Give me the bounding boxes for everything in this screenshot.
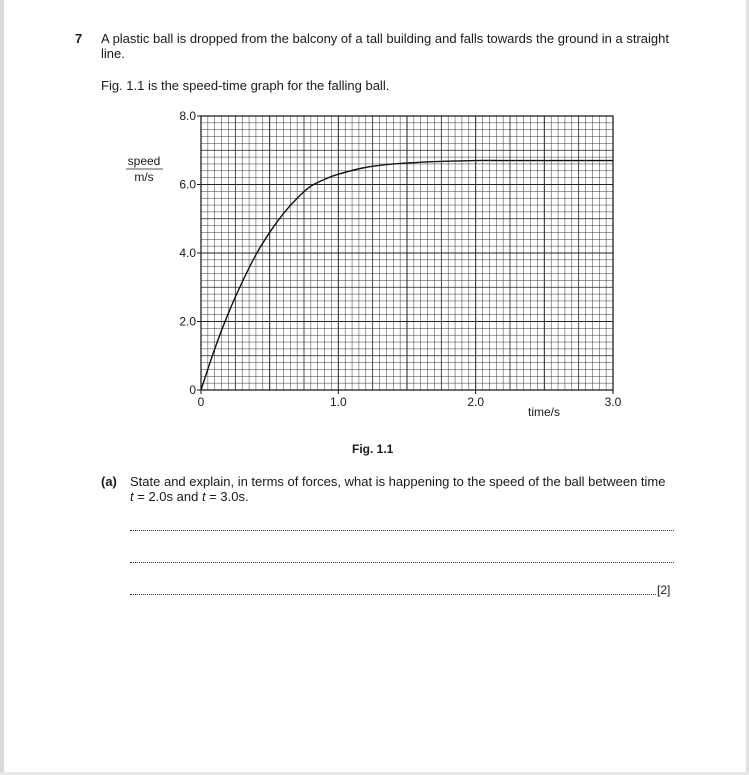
y-tick-label: 0 xyxy=(189,383,196,397)
time-variable-2: t xyxy=(201,489,206,504)
time-value-1: = 2.0s and xyxy=(133,489,202,504)
answer-line-1 xyxy=(130,530,674,531)
y-tick-label: 4.0 xyxy=(179,246,196,260)
part-a-text: State and explain, in terms of forces, what is happening to the speed of the ball between time xyxy=(130,474,666,489)
speed-time-graph xyxy=(118,108,638,420)
x-tick-label: 3.0 xyxy=(604,395,622,409)
answer-line-3 xyxy=(130,594,656,595)
x-tick-label: 2.0 xyxy=(467,395,485,409)
part-a-question xyxy=(130,474,680,504)
answer-line-2 xyxy=(130,562,674,563)
x-tick-label: 1.0 xyxy=(329,395,347,409)
x-axis-label: time/s xyxy=(527,405,561,419)
axis-ticks xyxy=(197,116,613,394)
question-text: A plastic ball is dropped from the balcony of a tall building and falls towards the ground in a straight line. xyxy=(101,31,670,61)
axis-tick-labels xyxy=(179,109,621,409)
y-tick-label: 2.0 xyxy=(179,314,196,329)
figure-caption: Fig. 1.1 xyxy=(352,442,394,456)
question-number: 7 xyxy=(75,31,83,46)
y-axis-label-speed: speed xyxy=(127,154,161,168)
y-axis-label-units: m/s xyxy=(134,170,154,184)
marks-label: [2] xyxy=(657,583,671,597)
x-tick-label: 0 xyxy=(197,395,205,409)
part-a-label: (a) xyxy=(101,474,117,489)
y-tick-label: 6.0 xyxy=(179,177,196,192)
time-variable-1: t xyxy=(130,489,134,504)
page-frame-left xyxy=(0,0,4,775)
time-value-2: = 3.0s. xyxy=(205,489,249,504)
figure-intro: Fig. 1.1 is the speed-time graph for the falling ball. xyxy=(101,78,390,93)
y-tick-label: 8.0 xyxy=(179,109,196,123)
